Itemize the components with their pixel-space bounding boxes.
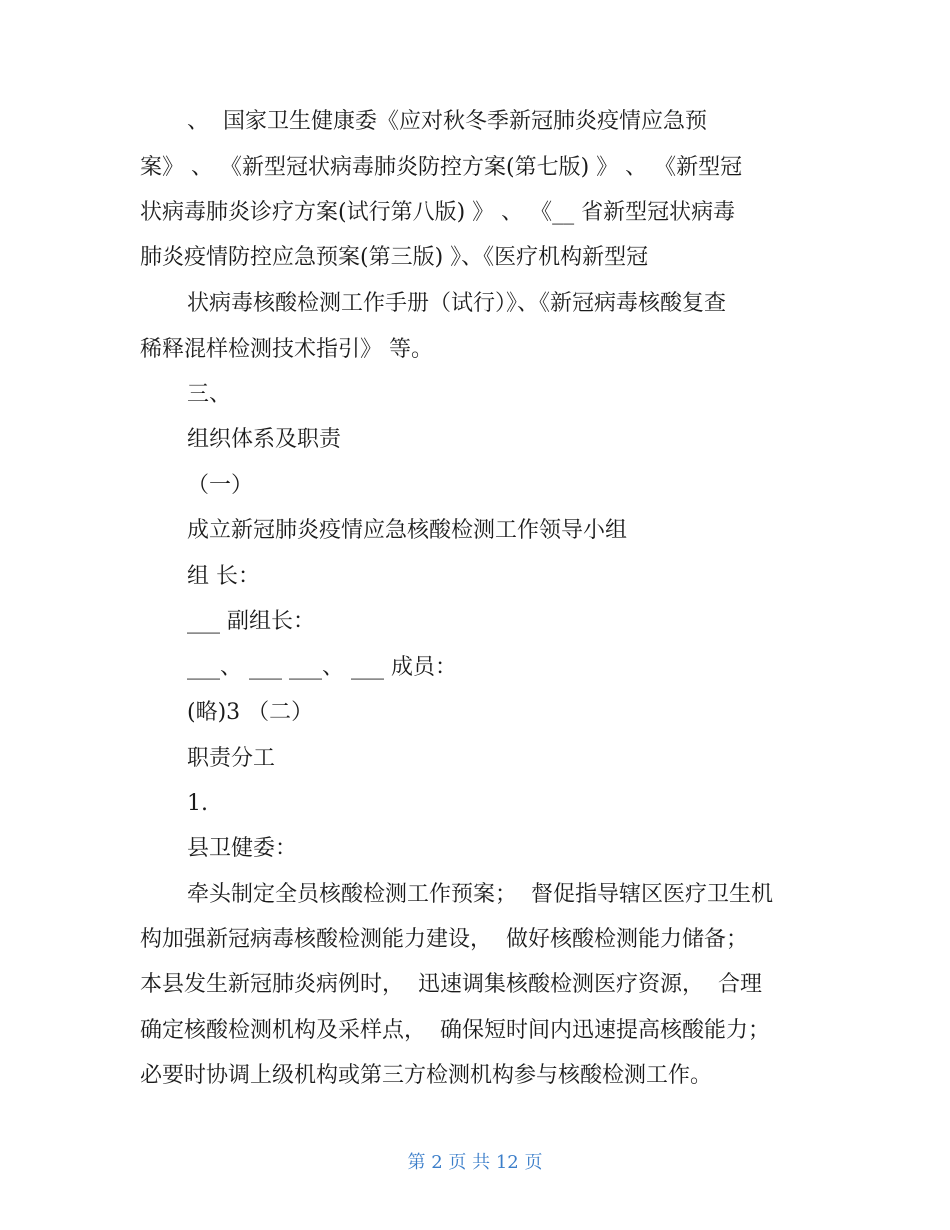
text-line: 、 国家卫生健康委《应对秋冬季新冠肺炎疫情应急预 [187,109,707,134]
subsection-number: （一） [187,473,254,498]
text-line: 组 长： [187,564,260,589]
text-line: 确定核酸检测机构及采样点， 确保短时间内迅速提高核酸能力； [140,1018,770,1043]
text-line: ___ 副组长： [187,609,315,634]
subsection-heading: 职责分工 [187,746,276,771]
text-line: 状病毒肺炎诊疗方案(试行第八版) 》 、 《__ 省新型冠状病毒 [140,200,736,225]
subsection-heading: 成立新冠肺炎疫情应急核酸检测工作领导小组 [187,518,628,543]
page-number-footer: 第 2 页 共 12 页 [407,1152,543,1173]
item-heading: 县卫健委： [187,836,298,861]
text-line: (略)3 （二） [187,700,314,725]
text-line: 本县发生新冠肺炎病例时， 迅速调集核酸检测医疗资源， 合理 [140,972,762,997]
text-line: 案》 、 《新型冠状病毒肺炎防控方案(第七版) 》 、 《新型冠 [140,155,743,180]
text-line: ___、 ___ ___、 ___ 成员： [187,655,457,680]
text-line: 状病毒核酸检测工作手册（试行）》、《新冠病毒核酸复查 [187,291,727,316]
text-line: 构加强新冠病毒核酸检测能力建设， 做好核酸检测能力储备； [140,927,748,952]
section-heading: 组织体系及职责 [187,427,342,452]
section-heading: 三、 [187,382,232,407]
text-line: 稀释混样检测技术指引》 等。 [140,337,433,362]
text-line: 必要时协调上级机构或第三方检测机构参与核酸检测工作。 [140,1063,713,1088]
item-number: 1. [187,791,208,816]
text-line: 肺炎疫情防控应急预案(第三版) 》、《医疗机构新型冠 [140,245,649,270]
text-line: 牵头制定全员核酸检测工作预案； 督促指导辖区医疗卫生机 [187,882,773,907]
